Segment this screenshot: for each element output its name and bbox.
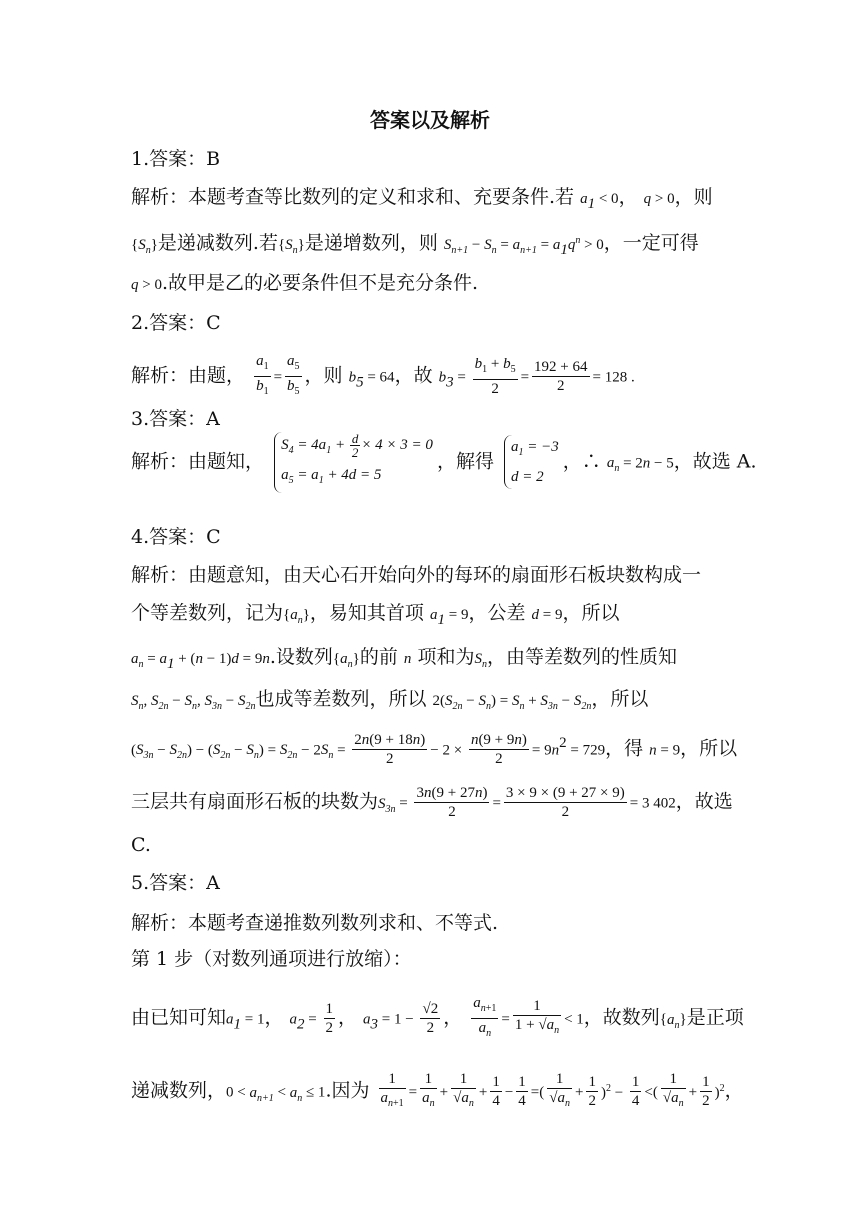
q4-line6: 三层共有扇面形石板的块数为$S_{3n}$ = $\frac{3n(9 + 27n)}{2}$ = $\frac{3 \times 9 \times (9 + 27 \times 9)}{2}$ = 3 402，故选: [131, 785, 733, 820]
q5-answer: 5.答案：A: [131, 872, 220, 894]
q4-line7: C.: [131, 834, 151, 856]
page-title: 答案以及解析: [370, 108, 490, 132]
q1-explanation-line1: 解析：本题考查等比数列的定义和求和、充要条件.若 $a_1 < 0$， q > 0，则: [131, 186, 713, 212]
q2-explanation: 解析：由题， $\frac{a_1}{b_1}$ = $\frac{a_5}{b_5}$ ，则 $b_5 = 64$，故 $b_3$ = $\frac{b_1 + b_5}{2}$ = $\frac{192 + 64}{2}$ = 128 .: [131, 353, 635, 397]
q1-explanation-line2: $\{S_n\}$是递减数列.若$\{S_n\}$是递增数列，则 $S_{n+1} - S_n = a_{n+1} = a_1q^n > 0$，一定可得: [131, 232, 699, 258]
q4-answer: 4.答案：C: [131, 526, 221, 548]
q5-step1: 第 1 步（对数列通项进行放缩）：: [131, 948, 412, 970]
q5-explanation: 解析：本题考查递推数列数列求和、不等式.: [131, 912, 499, 934]
q4-line4: $S_n$, $S_{2n} - S_n$, $S_{3n} - S_{2n}$也成等差数列，所以 $2(S_{2n} - S_n) = S_n + S_{3n} - S_{2n}$，所以: [131, 688, 649, 712]
q4-line1: 解析：由题意知，由天心石开始向外的每环的扇面形石板块数构成一: [131, 564, 702, 586]
q4-line3: $a_n = a_1 + (n - 1)d = 9n$.设数列$\{a_n\}$的前 n 项和为$S_n$，由等差数列的性质知: [131, 646, 677, 672]
q5-line2: 递减数列，$0 < a_{n+1} < a_n \le 1$.因为 $\frac{1}{a_{n+1}}$ = $\frac{1}{a_n}$ + $\frac{1}{√a_n}$ + $\frac{1}{4}$ − $\frac{1}{4}$ =( $\frac{1}{√a_n}$ + $\frac{1}{2}$ )$^2$ − $\frac{1}{4}$ <( $\frac{1}{√a_n}$ + $\frac{1}{2}$ )$^2$，: [131, 1071, 744, 1109]
q2-answer: 2.答案：C: [131, 312, 221, 334]
q5-line1: 由已知可知$a_1 = 1$， $a_2$ = $\frac{1}{2}$ ， $a_3 = 1$ − $\frac{√2}{2}$ ， $\frac{a_{n+1}}{a_n}$ = $\frac{1}{1 + √a_n}$ < 1，故数列$\{a_n\}$是正项: [131, 995, 744, 1039]
q3-explanation: 解析：由题知， $S_4 = 4a_1$ + $\frac{d}{2}$ × 4 × 3 = 0 $a_5 = a_1 + 4d = 5$ ，解得 $a_1 = -3$ d = 2 ，∴ $a_n = 2n - 5$，故选 A.: [131, 432, 757, 493]
q4-line5: $(S_{3n} - S_{2n}) - (S_{2n} - S_n) = S_{2n} - 2S_n$ = $\frac{2n(9 + 18n)}{2}$ − 2 × $\frac{n(9 + 9n)}{2}$ = $9n^2 = 729$，得 n = 9，所以: [131, 731, 738, 767]
q1-explanation-line3: q > 0.故甲是乙的必要条件但不是充分条件.: [131, 272, 479, 294]
q4-line2: 个等差数列，记为$\{a_n\}$，易知其首项 $a_1 = 9$，公差 d = 9，所以: [131, 602, 620, 628]
q1-answer: 1.答案：B: [131, 148, 221, 170]
q3-answer: 3.答案：A: [131, 408, 220, 430]
